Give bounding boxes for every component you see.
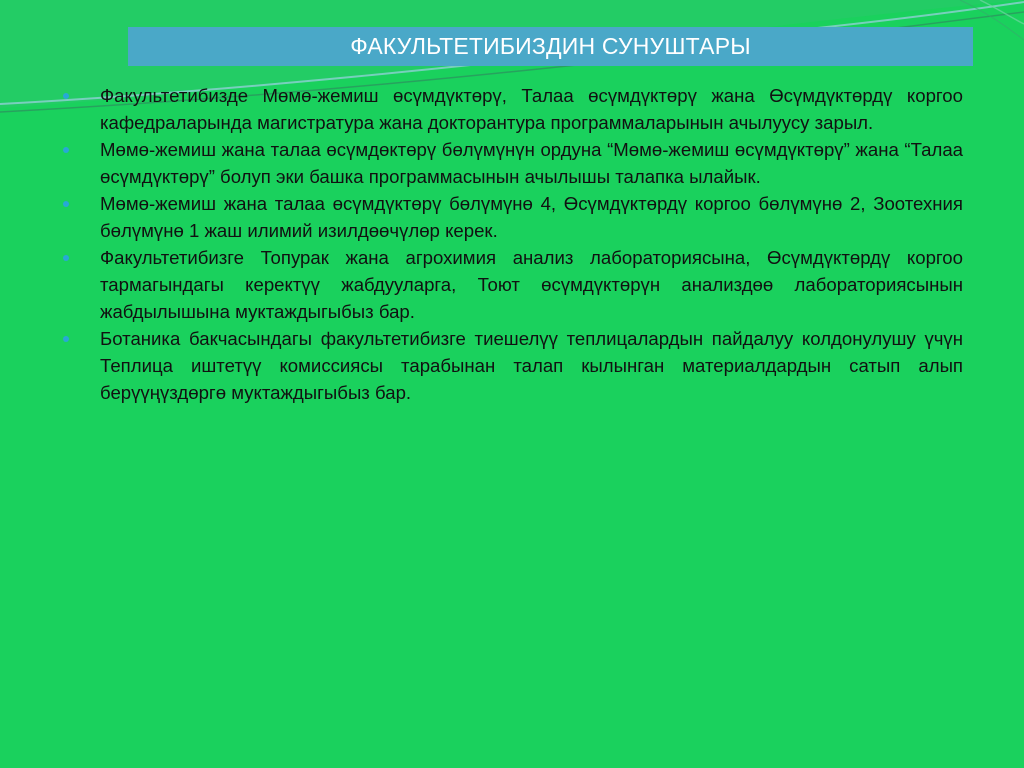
bullet-dot-icon xyxy=(63,201,69,207)
title-bar xyxy=(128,27,973,66)
bullet-dot-icon xyxy=(63,147,69,153)
slide-title: ФАКУЛЬТЕТИБИЗДИН СУНУШТАРЫ xyxy=(350,33,751,59)
bullet-text: Ботаника бакчасындагы факультетибизге тиешелүү теплицалардын пайдалуу колдонулушу үчүн Теплица иштетүү комиссиясы тарабынан талап кылынган материалдардын сатып алып берүүңүздөргө муктаждыгыбыз бар. xyxy=(100,328,963,403)
bullet-dot-icon xyxy=(63,93,69,99)
bullet-item xyxy=(62,136,963,190)
bullet-item xyxy=(62,244,963,325)
bullet-text: Факультетибизге Топурак жана агрохимия анализ лабораториясына, Өсүмдүктөрдү коргоо тармагындагы керектүү жабдууларга, Тоют өсүмдүктөрүн анализдөө лабораториясынын жабдылышына муктаждыгыбыз бар. xyxy=(100,247,963,322)
bullet-text: Мөмө-жемиш жана талаа өсүмдөктөрү бөлүмүнүн ордуна “Мөмө-жемиш өсүмдүктөрү” жана “Талаа өсүмдүктөрү” болуп эки башка программасынын ачылышы талапка ылайык. xyxy=(100,139,963,187)
bullet-item xyxy=(62,82,963,136)
bullet-item xyxy=(62,190,963,244)
bullet-dot-icon xyxy=(63,336,69,342)
bullet-text: Факультетибизде Мөмө-жемиш өсүмдүктөрү, Талаа өсүмдүктөрү жана Өсүмдүктөрдү коргоо кафедраларында магистратура жана докторантура программаларынын ачылуусу зарыл. xyxy=(100,85,963,133)
bullet-item xyxy=(62,325,963,406)
bullet-text: Мөмө-жемиш жана талаа өсүмдүктөрү бөлүмүнө 4, Өсүмдүктөрдү коргоо бөлүмүнө 2, Зоотехния бөлүмүнө 1 жаш илимий изилдөөчүлөр керек. xyxy=(100,193,963,241)
bullet-dot-icon xyxy=(63,255,69,261)
bullet-list xyxy=(62,82,963,406)
slide-content xyxy=(62,82,963,406)
